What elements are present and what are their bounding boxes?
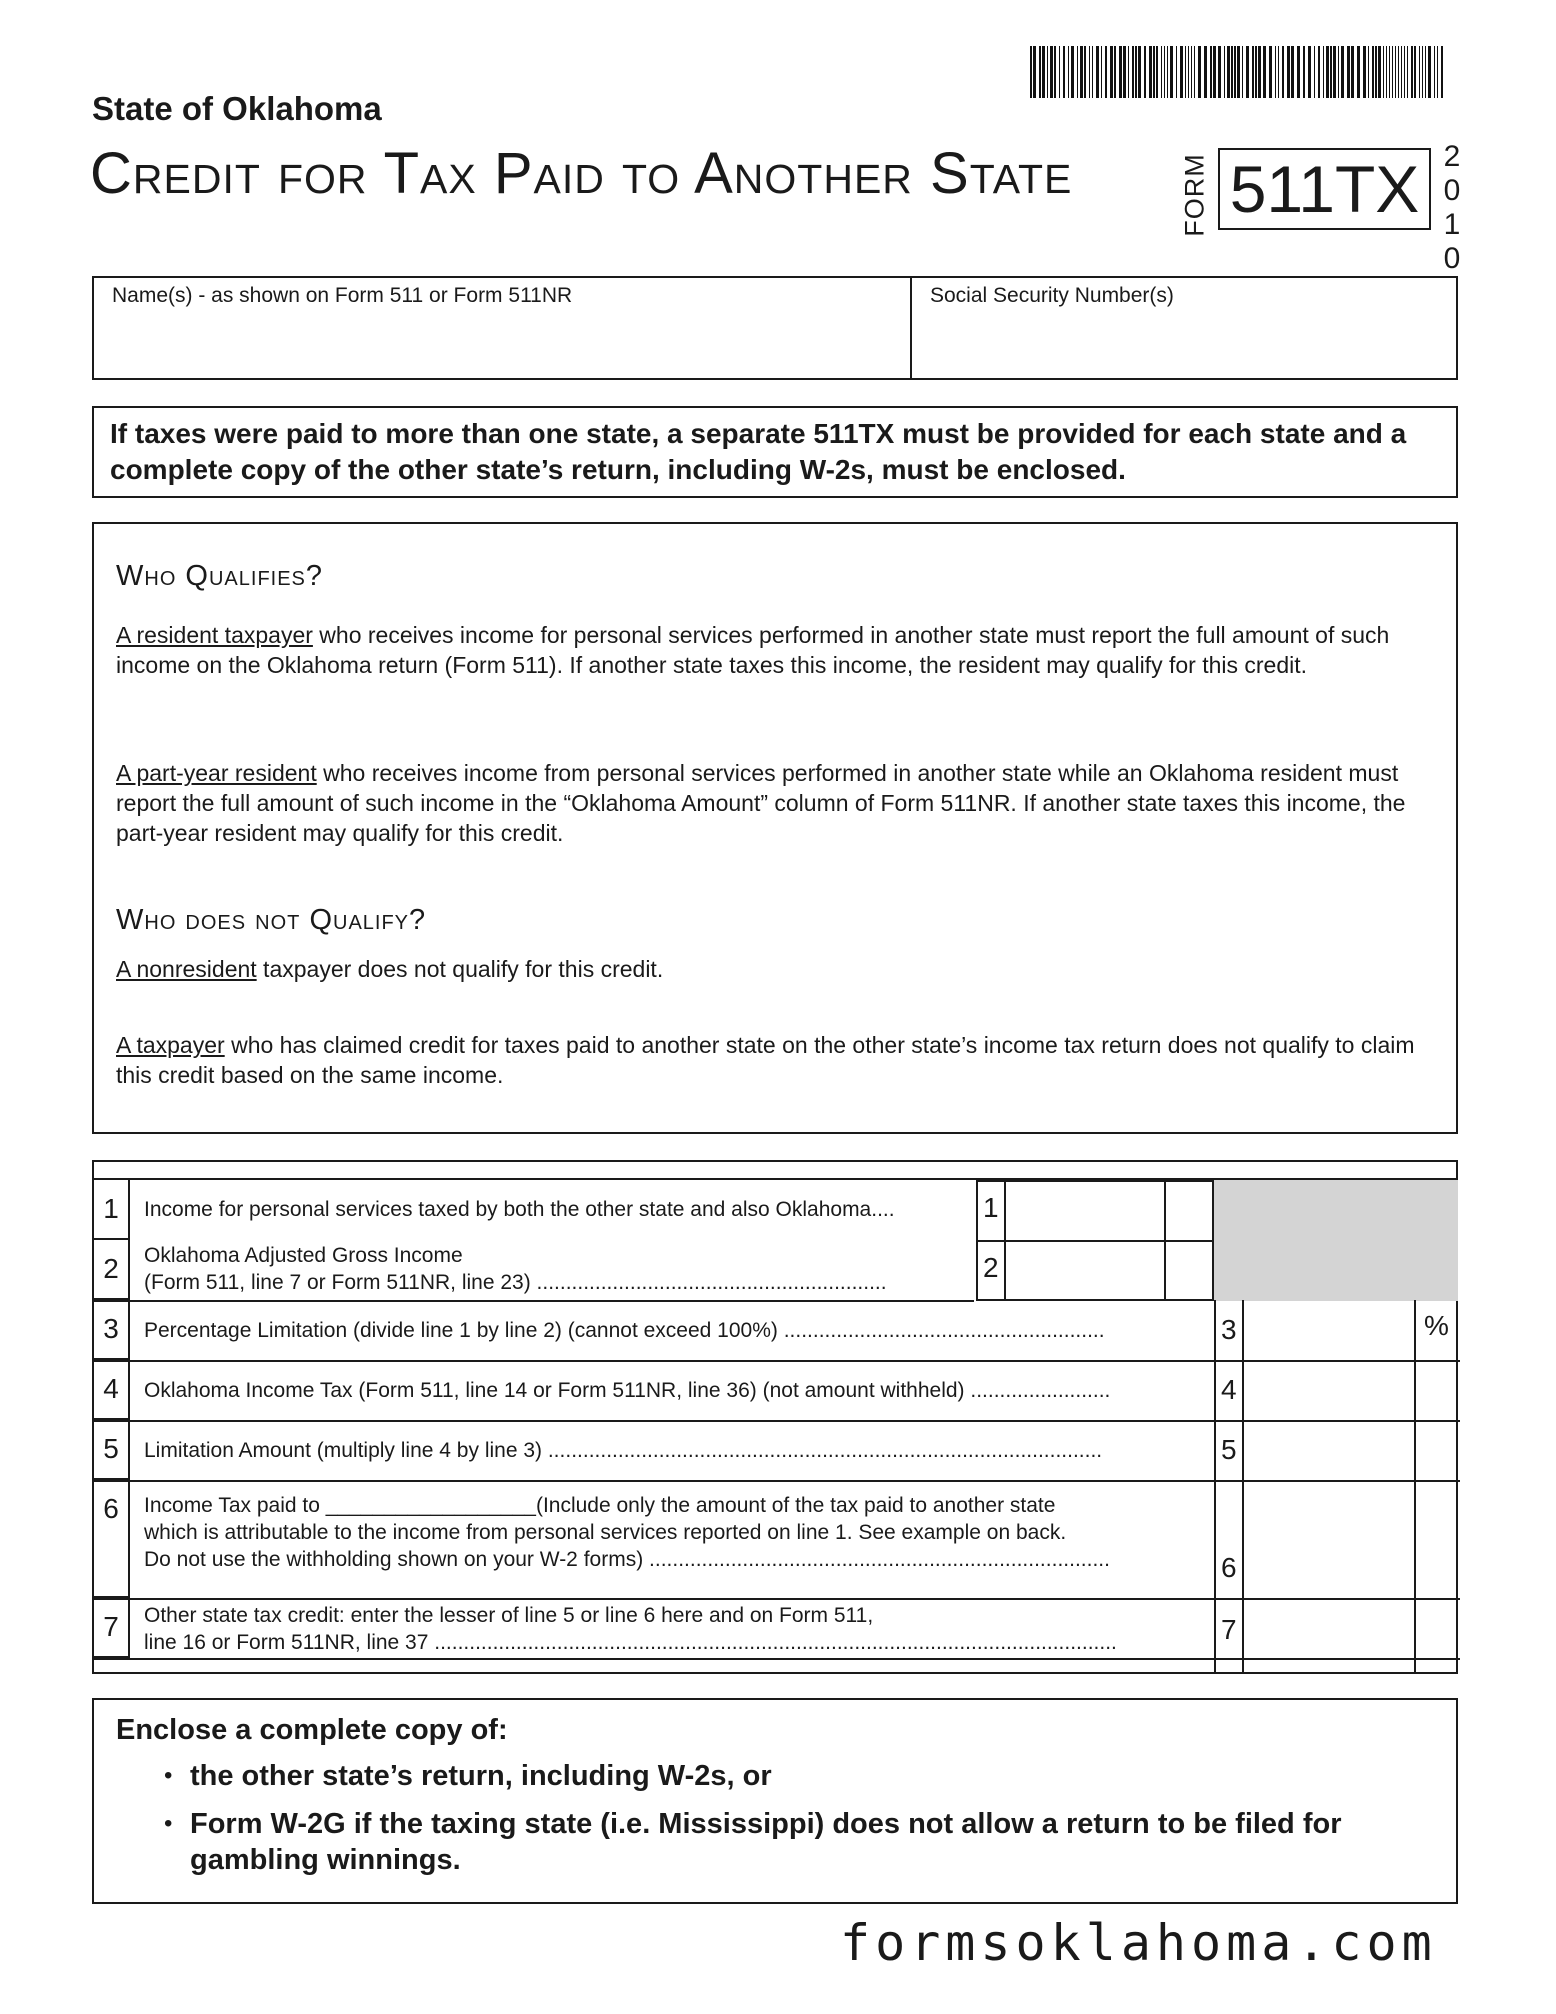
barcode-bar [1407, 46, 1409, 98]
line-4-number: 4 [94, 1360, 130, 1420]
barcode-bar [1194, 46, 1196, 98]
barcode-bar [1437, 46, 1439, 98]
barcode-bar [1080, 46, 1083, 98]
line-2-text-a: Oklahoma Adjusted Gross Income [144, 1244, 463, 1267]
line-4-text: Oklahoma Income Tax (Form 511, line 14 or Form 511NR, line 36) (not amount withheld) ........................ [144, 1379, 1111, 1402]
barcode-bar [1123, 46, 1126, 98]
list-item: • Form W-2G if the taxing state (i.e. Mississippi) does not allow a return to be filed for gambling winnings. [164, 1806, 1416, 1878]
barcode-bar [1234, 46, 1236, 98]
barcode-bar [1255, 46, 1257, 98]
line-3-entry-tag: 3 [1221, 1314, 1237, 1345]
barcode-bar [1227, 46, 1230, 98]
barcode-bar [1068, 46, 1070, 98]
barcode-bar [1395, 46, 1397, 98]
qualification-section [92, 522, 1458, 1134]
line-1-entry-tag: 1 [983, 1192, 999, 1223]
barcode-bar [1291, 46, 1294, 98]
line-6-text-b: which is attributable to the income from personal services reported on line 1. See example on back. [144, 1521, 1067, 1544]
line-2-number: 2 [94, 1240, 130, 1300]
line-2-entry-tag: 2 [983, 1252, 999, 1283]
barcode-bar [1378, 46, 1381, 98]
prior-claim-paragraph: A taxpayer who has claimed credit for taxes paid to another state on the other state’s income tax return does not qualify to claim this credit based on the same income. [116, 1032, 1415, 1088]
barcode-bar [1330, 46, 1332, 98]
barcode-bar [1428, 46, 1431, 98]
watermark: formsoklahoma.com [840, 1914, 1437, 1972]
state-name: State of Oklahoma [92, 90, 382, 127]
barcode-bar [1092, 46, 1094, 98]
barcode-bar [1042, 46, 1045, 98]
barcode-bar [1063, 46, 1065, 98]
barcode-bar [1144, 46, 1146, 98]
barcode-bar [1422, 46, 1424, 98]
barcode-bar [1188, 46, 1190, 98]
barcode-bar [1372, 46, 1374, 98]
barcode-bar [1237, 46, 1240, 98]
line-2-amount-field[interactable] [1006, 1242, 1162, 1298]
barcode-bar [1176, 46, 1178, 98]
form-title: Credit for Tax Paid to Another State [90, 141, 1073, 206]
barcode-bar [1363, 46, 1366, 98]
barcode-bar [1414, 46, 1416, 98]
barcode-bar [1185, 46, 1187, 98]
barcode-bar [1128, 46, 1130, 98]
barcode-bar [1218, 46, 1221, 98]
barcode-bar [1210, 46, 1212, 98]
part-year-paragraph: A part-year resident who receives income from personal services performed in another state while an Oklahoma resident must report the full amount of such income in the “Oklahoma Amount” column of Form 511NR. If another state taxes this income, the part-year resident may qualify for this credit. [116, 760, 1406, 846]
form-year: 2 0 1 0 [1443, 140, 1461, 275]
shaded-area [1214, 1180, 1458, 1301]
barcode-bar [1135, 46, 1137, 98]
barcode-bar [1030, 46, 1032, 98]
barcode-bar [1164, 46, 1166, 98]
enclose-heading: Enclose a complete copy of: [116, 1714, 508, 1746]
barcode-bar [1297, 46, 1300, 98]
who-qualifies-heading: Who Qualifies? [116, 560, 324, 592]
percent-sign: % [1424, 1310, 1449, 1341]
line-3-number: 3 [94, 1300, 130, 1360]
barcode-bar [1101, 46, 1103, 98]
line-1-number: 1 [94, 1180, 130, 1240]
barcode [1030, 46, 1450, 98]
barcode-bar [1132, 46, 1134, 98]
barcode-bar [1242, 46, 1244, 98]
taxpayer-id-section [92, 276, 1458, 380]
barcode-bar [1191, 46, 1193, 98]
barcode-bar [1089, 46, 1091, 98]
barcode-bar [1263, 46, 1266, 98]
line-3-amount-field[interactable] [1244, 1302, 1412, 1358]
barcode-bar [1138, 46, 1141, 98]
line-7-entry-tag: 7 [1221, 1614, 1237, 1645]
line-6-text-c: Do not use the withholding shown on your W-2 forms) ............................................................................... [144, 1548, 1110, 1571]
line-5-number: 5 [94, 1420, 130, 1480]
barcode-bar [1033, 46, 1036, 98]
line-6-amount-field[interactable] [1244, 1482, 1412, 1596]
barcode-bar [1318, 46, 1320, 98]
line-3-text: Percentage Limitation (divide line 1 by line 2) (cannot exceed 100%) ....................................................... [144, 1319, 1105, 1342]
barcode-bar [1441, 46, 1443, 98]
resident-paragraph: A resident taxpayer who receives income for personal services performed in another state must report the full amount of such income on the Oklahoma return (Form 511). If another state taxes this income, the resident may qualify for this credit. [116, 622, 1390, 678]
line-2-text-b: (Form 511, line 7 or Form 511NR, line 23) ............................................................ [144, 1271, 887, 1294]
barcode-bar [1314, 46, 1316, 98]
line-7-text-b: line 16 or Form 511NR, line 37 ..................................................................................................................... [144, 1631, 1117, 1654]
barcode-bar [1275, 46, 1277, 98]
line-6-number: 6 [94, 1480, 130, 1598]
line-6-text-a: Income Tax paid to __________________(Include only the amount of the tax paid to another state [144, 1494, 1056, 1517]
barcode-bar [1198, 46, 1201, 98]
barcode-bar [1224, 46, 1226, 98]
barcode-bar [1039, 46, 1041, 98]
line-7-text-a: Other state tax credit: enter the lesser of line 5 or line 6 here and on Form 511, [144, 1604, 874, 1627]
barcode-bar [1411, 46, 1413, 98]
who-not-qualify-heading: Who does not Qualify? [116, 904, 427, 936]
barcode-bar [1149, 46, 1152, 98]
table-top-strip [94, 1162, 1456, 1180]
barcode-bar [1351, 46, 1354, 98]
barcode-bar [1213, 46, 1216, 98]
barcode-bar [1161, 46, 1163, 98]
barcode-bar [1338, 46, 1340, 98]
barcode-bar [1110, 46, 1113, 98]
barcode-bar [1383, 46, 1385, 98]
barcode-bar [1105, 46, 1107, 98]
line-7-number: 7 [94, 1598, 130, 1658]
barcode-bar [1258, 46, 1261, 98]
line-1-amount-field[interactable] [1006, 1182, 1162, 1238]
line-4-amount-field[interactable] [1244, 1362, 1412, 1418]
barcode-bar [1153, 46, 1155, 98]
line-1-text: Income for personal services taxed by both the other state and also Oklahoma.... [144, 1198, 895, 1221]
barcode-bar [1389, 46, 1391, 98]
barcode-bar [1170, 46, 1173, 98]
barcode-bar [1333, 46, 1336, 98]
list-item: • the other state’s return, including W-2s, or [164, 1758, 1416, 1794]
barcode-bar [1278, 46, 1280, 98]
barcode-bar [1287, 46, 1290, 98]
barcode-bar [1054, 46, 1056, 98]
barcode-bar [1282, 46, 1284, 98]
barcode-bar [1404, 46, 1406, 98]
nonresident-paragraph: A nonresident taxpayer does not qualify for this credit. [116, 956, 664, 982]
barcode-bar [1368, 46, 1370, 98]
barcode-bar [1357, 46, 1360, 98]
names-label: Name(s) - as shown on Form 511 or Form 511NR [112, 284, 573, 307]
barcode-bar [1119, 46, 1122, 98]
barcode-bar [1308, 46, 1311, 98]
barcode-bar [1047, 46, 1049, 98]
barcode-bar [1077, 46, 1079, 98]
line-6-entry-tag: 6 [1221, 1552, 1237, 1583]
barcode-bar [1434, 46, 1436, 98]
barcode-bar [1303, 46, 1305, 98]
barcode-bar [1096, 46, 1099, 98]
barcode-bar [1323, 46, 1325, 98]
line-5-entry-tag: 5 [1221, 1434, 1237, 1465]
barcode-bar [1386, 46, 1388, 98]
computation-table [92, 1160, 1458, 1674]
barcode-bar [1392, 46, 1394, 98]
names-field[interactable] [94, 278, 912, 378]
form-number: 511TX [1218, 148, 1431, 230]
barcode-bar [1059, 46, 1061, 98]
barcode-bar [1425, 46, 1427, 98]
barcode-bar [1341, 46, 1344, 98]
barcode-bar [1204, 46, 1207, 98]
barcode-bar [1419, 46, 1421, 98]
line-4-entry-tag: 4 [1221, 1374, 1237, 1405]
barcode-bar [1269, 46, 1272, 98]
barcode-bar [1156, 46, 1158, 98]
form-word: FORM [1179, 153, 1210, 237]
ssn-field[interactable] [912, 278, 1456, 378]
barcode-bar [1231, 46, 1233, 98]
barcode-bar [1375, 46, 1377, 98]
enclose-list [164, 1758, 1416, 1890]
barcode-bar [1084, 46, 1086, 98]
line-7-amount-field[interactable] [1244, 1600, 1412, 1656]
barcode-bar [1326, 46, 1329, 98]
barcode-bar [1050, 46, 1053, 98]
enclosure-instructions [92, 1698, 1458, 1904]
barcode-bar [1347, 46, 1350, 98]
ssn-label: Social Security Number(s) [930, 284, 1174, 307]
barcode-bar [1246, 46, 1249, 98]
barcode-bar [1252, 46, 1254, 98]
barcode-bar [1401, 46, 1403, 98]
barcode-bar [1398, 46, 1400, 98]
barcode-bar [1114, 46, 1116, 98]
barcode-bar [1167, 46, 1169, 98]
line-5-text: Limitation Amount (multiply line 4 by line 3) ............................................................................................... [144, 1439, 1103, 1462]
multi-state-notice: If taxes were paid to more than one state, a separate 511TX must be provided for each state and a complete copy of the other state’s return, including W-2s, must be enclosed. [92, 406, 1458, 498]
barcode-bar [1180, 46, 1183, 98]
barcode-bar [1071, 46, 1074, 98]
line-5-amount-field[interactable] [1244, 1422, 1412, 1478]
